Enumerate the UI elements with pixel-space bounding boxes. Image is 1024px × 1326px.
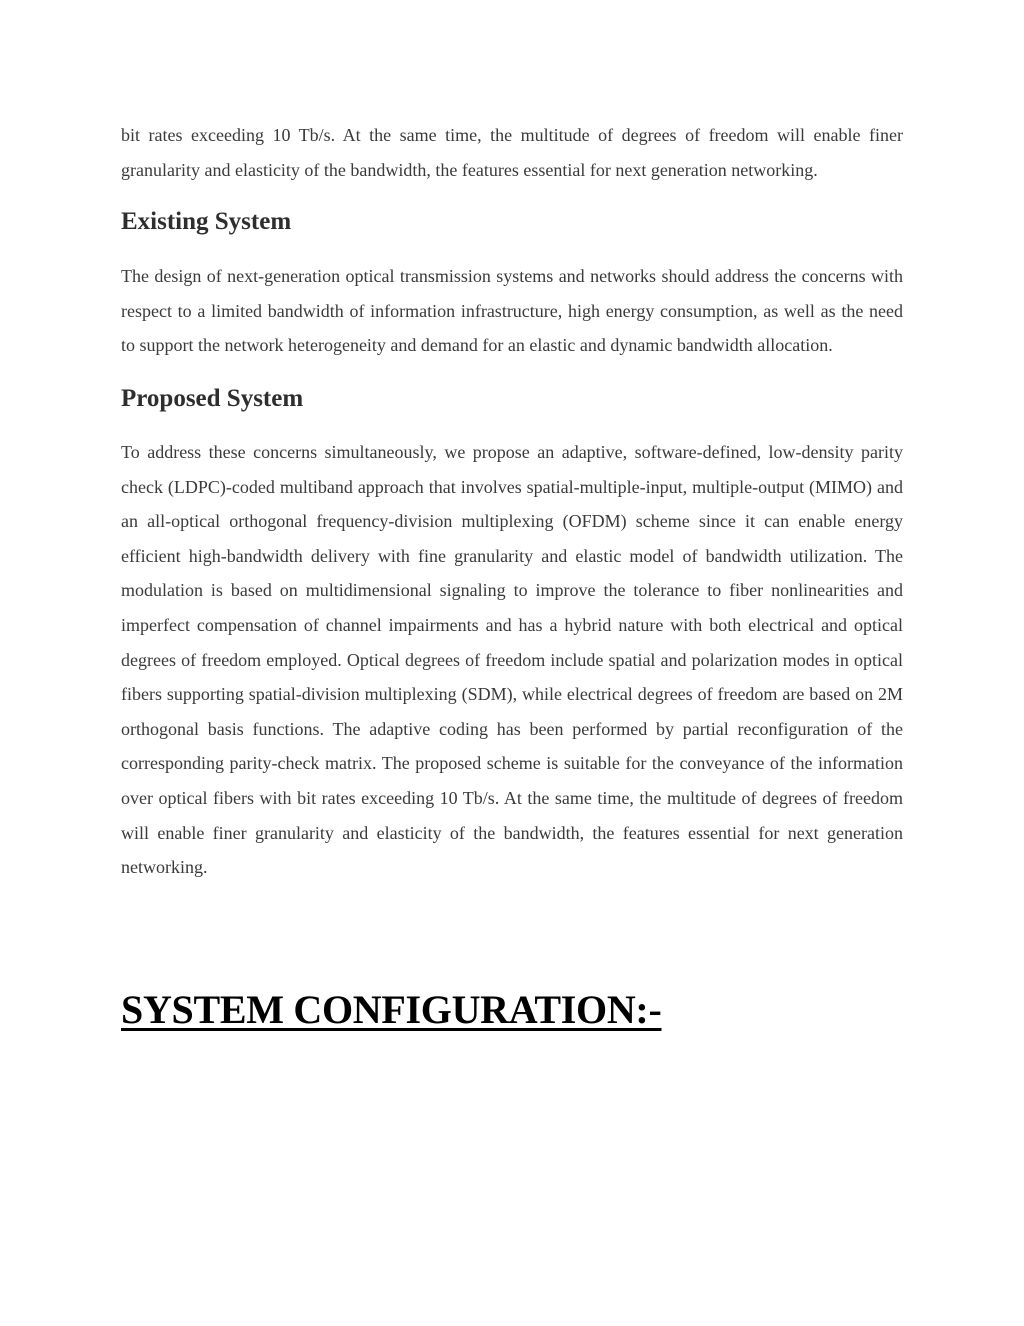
system-configuration-heading: SYSTEM CONFIGURATION:- (121, 986, 662, 1032)
proposed-system-paragraph: To address these concerns simultaneously, we propose an adaptive, software-defined, low-density parity check (LDPC)-coded multiband approach that involves spatial-multiple-input, multiple-output (MIMO) and an all-optical orthogonal frequency-division multiplexing (OFDM) scheme since it can enable energy efficient high-bandwidth delivery with fine granularity and elastic model of bandwidth utilization. The modulation is based on multidimensional signaling to improve the tolerance to fiber nonlinearities and imperfect compensation of channel impairments and has a hybrid nature with both electrical and optical degrees of freedom employed. Optical degrees of freedom include spatial and polarization modes in optical fibers supporting spatial-division multiplexing (SDM), while electrical degrees of freedom are based on 2M orthogonal basis functions. The adaptive coding has been performed by partial reconfiguration of the corresponding parity-check matrix. The proposed scheme is suitable for the conveyance of the information over optical fibers with bit rates exceeding 10 Tb/s. At the same time, the multitude of degrees of freedom will enable finer granularity and elasticity of the bandwidth, the features essential for next generation networking. (121, 441, 903, 878)
existing-system-heading: Existing System (121, 208, 292, 236)
existing-system-paragraph: The design of next-generation optical transmission systems and networks should address the concerns with respect to a limited bandwidth of information infrastructure, high energy consumption, as well as the need to support the network heterogeneity and demand for an elastic and dynamic bandwidth allocation. (121, 266, 903, 356)
intro-paragraph: bit rates exceeding 10 Tb/s. At the same time, the multitude of degrees of freedom will enable finer granularity and elasticity of the bandwidth, the features essential for next generation networking. (121, 125, 903, 180)
document-page (121, 118, 903, 1033)
proposed-system-heading: Proposed System (121, 384, 304, 412)
